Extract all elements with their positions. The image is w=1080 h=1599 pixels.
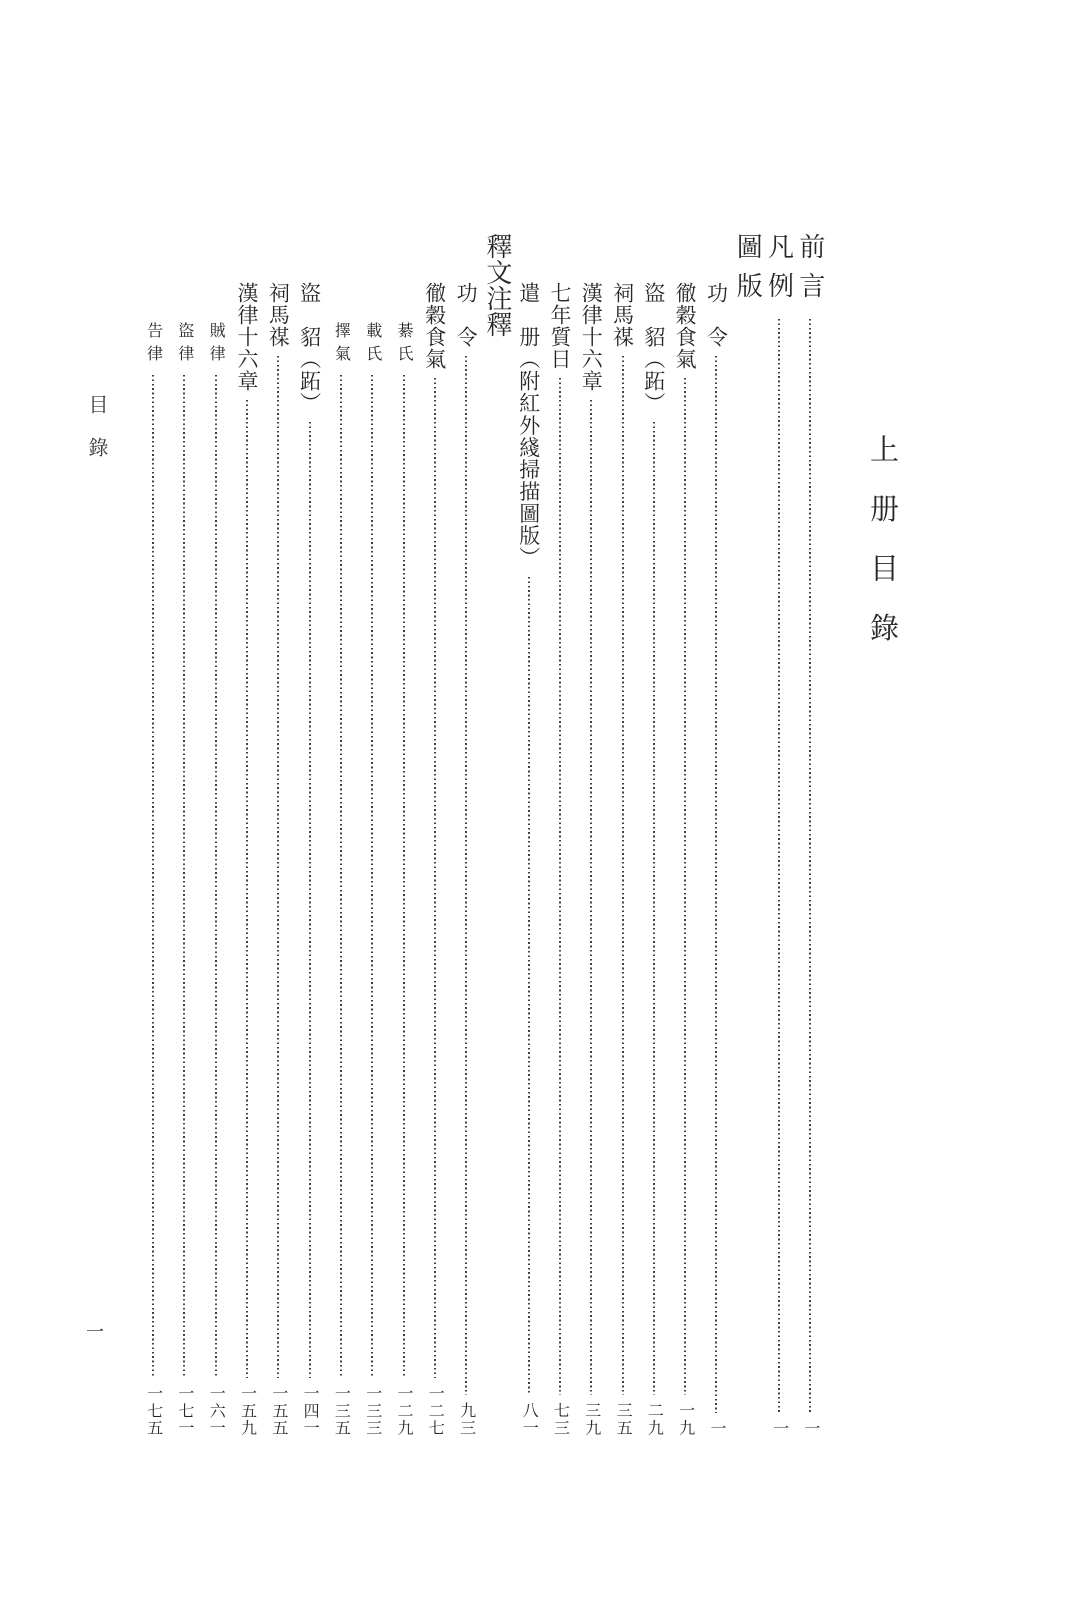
dotted-leader	[590, 400, 592, 1395]
toc-entry-label: 凡例	[764, 233, 794, 311]
toc-section-header	[482, 233, 513, 1437]
toc-entry	[763, 233, 794, 1437]
toc-entry	[200, 233, 231, 1437]
dotted-leader	[653, 422, 655, 1395]
toc-section-header	[732, 233, 763, 1437]
dotted-leader	[528, 577, 530, 1396]
toc-entry-label: 盜律	[175, 322, 193, 368]
page-number: 七三	[551, 1402, 569, 1437]
page-number: 一	[770, 1419, 788, 1437]
toc-entry	[638, 233, 669, 1437]
dotted-leader	[277, 356, 279, 1378]
page-number: 一三五	[332, 1385, 350, 1437]
toc-entry-label: 載氏	[363, 322, 381, 368]
toc-entry-label: 七年質日	[547, 282, 572, 371]
toc-entry	[607, 233, 638, 1437]
page-number: 八一	[520, 1402, 538, 1437]
toc-entry-label: 前言	[795, 233, 825, 311]
dotted-leader	[465, 356, 467, 1395]
toc-entry	[388, 233, 419, 1437]
dotted-leader	[684, 378, 686, 1395]
page-number: 一	[707, 1419, 725, 1437]
toc-entry	[419, 233, 450, 1437]
toc-entry	[701, 233, 732, 1437]
dotted-leader	[778, 319, 780, 1413]
page-number: 一五九	[238, 1385, 256, 1437]
dotted-leader	[371, 375, 373, 1378]
toc-entry	[357, 233, 388, 1437]
dotted-leader	[340, 375, 342, 1378]
dotted-leader	[309, 422, 311, 1378]
toc-entry	[670, 233, 701, 1437]
page-number: 一九	[676, 1402, 694, 1437]
toc-entry	[263, 233, 294, 1437]
toc-entry-label: 漢律十六章	[235, 282, 260, 393]
toc-entry-label: 告律	[144, 322, 162, 368]
toc-entry-label: 祠馬禖	[266, 282, 291, 349]
page-number: 三九	[582, 1402, 600, 1437]
volume-title: 上册目錄	[866, 434, 898, 672]
toc-entry-label: 徹穀食氣	[422, 282, 447, 371]
dotted-leader	[403, 375, 405, 1378]
toc-entry	[795, 233, 826, 1437]
dotted-leader	[559, 378, 561, 1395]
toc-entry-label: 圖版	[733, 233, 763, 311]
toc-entry-label: 漢律十六章	[579, 282, 604, 393]
toc-entry-label: 擇氣	[332, 322, 350, 368]
page-number: 一七五	[144, 1385, 162, 1437]
toc-entry-label: 徹穀食氣	[673, 282, 698, 371]
toc-entry	[137, 233, 168, 1437]
toc-entry	[450, 233, 481, 1437]
page-number: 二九	[645, 1402, 663, 1437]
page-number: 三五	[614, 1402, 632, 1437]
page-number: 一四一	[301, 1385, 319, 1437]
dotted-leader	[809, 319, 811, 1413]
page-number: 一七一	[175, 1385, 193, 1437]
toc-entry	[325, 233, 356, 1437]
toc-entry	[231, 233, 262, 1437]
page-number: 一二九	[395, 1385, 412, 1437]
toc-entry	[544, 233, 575, 1437]
page-number: 一五五	[269, 1385, 287, 1437]
toc-entry-label: 綦氏	[395, 322, 412, 368]
toc-entry-label: 遣 册（附紅外綫掃描圖版）	[516, 282, 541, 569]
toc-entry-label: 盜 貂（跖）	[297, 282, 322, 415]
dotted-leader	[215, 375, 217, 1378]
dotted-leader	[715, 356, 717, 1413]
margin-section-label: 目錄	[85, 394, 107, 480]
toc-entry	[169, 233, 200, 1437]
dotted-leader	[622, 356, 624, 1395]
page-number: 九三	[457, 1402, 475, 1437]
toc-entry-label: 功 令	[704, 282, 729, 349]
page-number: 一三三	[363, 1385, 381, 1437]
folio-page-number: 一	[86, 1322, 104, 1342]
toc-entry	[294, 233, 325, 1437]
dotted-leader	[183, 375, 185, 1378]
dotted-leader	[434, 378, 436, 1378]
toc-entry-label: 盜 貂（跖）	[641, 282, 666, 415]
page-number: 一二七	[426, 1385, 444, 1437]
toc-entry-label: 賊律	[207, 322, 225, 368]
table-of-contents	[137, 233, 826, 1437]
toc-entry	[513, 233, 544, 1437]
dotted-leader	[152, 375, 154, 1378]
toc-entry-label: 釋文注釋	[482, 233, 512, 337]
dotted-leader	[246, 400, 248, 1378]
toc-entry-label: 祠馬禖	[610, 282, 635, 349]
toc-entry	[576, 233, 607, 1437]
toc-entry-label: 功 令	[454, 282, 479, 349]
page-number: 一六一	[207, 1385, 225, 1437]
page-number: 一	[801, 1419, 819, 1437]
